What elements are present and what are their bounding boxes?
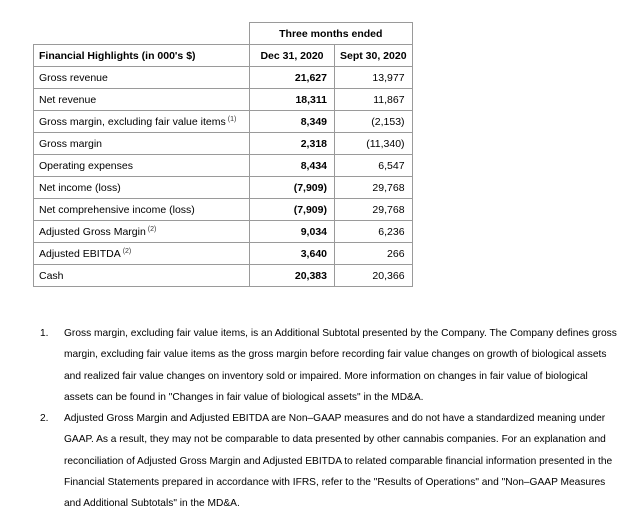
footnote-item: [40, 323, 620, 408]
table-row: [34, 133, 413, 155]
table-row: [34, 67, 413, 89]
footnote-text: Gross margin, excluding fair value items, is an Additional Subtotal presented by the Company. The Company defines gross margin, excluding fair value items as the gross margin before recording fair value changes on growth of biological assets and realized fair value changes on inventory sold or impaired. More information on changes in fair value of biological assets can be found in "Changes in fair value of biological assets" in the MD&A.: [64, 328, 617, 403]
dec-2020-value: 20,383: [250, 265, 335, 287]
sept-2020-value: 29,768: [335, 199, 413, 221]
period-header: Three months ended: [250, 23, 413, 45]
row-label: Gross margin, excluding fair value items: [39, 115, 226, 128]
dec-2020-value: 8,349: [250, 111, 335, 133]
dec-2020-value: 21,627: [250, 67, 335, 89]
row-label-cell: [34, 199, 250, 221]
sept-2020-value: 266: [335, 243, 413, 265]
table-row: [34, 111, 413, 133]
table-row: [34, 199, 413, 221]
footnote-marker: (2): [147, 225, 157, 233]
sept-2020-value: (11,340): [335, 133, 413, 155]
footnote-item: [40, 408, 620, 514]
row-label: Net comprehensive income (loss): [39, 203, 195, 216]
dec-2020-value: (7,909): [250, 199, 335, 221]
row-label: Adjusted EBITDA: [39, 247, 121, 260]
footnote-number: 1.: [40, 328, 49, 339]
sept-2020-value: (2,153): [335, 111, 413, 133]
footnote-number: 2.: [40, 413, 49, 425]
column-header-row: [34, 45, 413, 67]
table-row: [34, 221, 413, 243]
sept-2020-value: 20,366: [335, 265, 413, 287]
dec-2020-value: 3,640: [250, 243, 335, 265]
sept-2020-value: 13,977: [335, 67, 413, 89]
footnotes: [40, 323, 620, 515]
row-label-cell: [34, 89, 250, 111]
dec-2020-value: (7,909): [250, 177, 335, 199]
table-row: [34, 265, 413, 287]
row-label: Net income (loss): [39, 181, 121, 194]
dec-2020-value: 2,318: [250, 133, 335, 155]
table-row: [34, 155, 413, 177]
row-label-cell: [34, 221, 250, 243]
dec-2020-value: 18,311: [250, 89, 335, 111]
row-label: Gross revenue: [39, 71, 108, 84]
label-header: Financial Highlights (in 000's $): [34, 45, 250, 67]
row-label: Gross margin: [39, 137, 103, 150]
sept-2020-value: 29,768: [335, 177, 413, 199]
table-row: [34, 177, 413, 199]
blank-corner-cell: [34, 23, 250, 45]
row-label-cell: [34, 265, 250, 287]
period-header-row: [34, 23, 413, 45]
footnote-marker: (2): [122, 247, 132, 255]
row-label: Operating expenses: [39, 159, 133, 172]
row-label: Adjusted Gross Margin: [39, 225, 146, 238]
footnote-marker: (1): [227, 115, 237, 123]
col1-header: Dec 31, 2020: [250, 45, 335, 67]
sept-2020-value: 11,867: [335, 89, 413, 111]
row-label-cell: [34, 155, 250, 177]
dec-2020-value: 9,034: [250, 221, 335, 243]
financial-highlights-table: [33, 22, 413, 287]
row-label-cell: [34, 243, 250, 265]
row-label-cell: [34, 67, 250, 89]
dec-2020-value: 8,434: [250, 155, 335, 177]
row-label: Net revenue: [39, 93, 97, 106]
row-label-cell: [34, 111, 250, 133]
sept-2020-value: 6,236: [335, 221, 413, 243]
row-label-cell: [34, 133, 250, 155]
table-row: [34, 243, 413, 265]
row-label-cell: [34, 177, 250, 199]
table-body: [34, 67, 413, 287]
sept-2020-value: 6,547: [335, 155, 413, 177]
row-label: Cash: [39, 269, 64, 282]
table-row: [34, 89, 413, 111]
footnote-text: Adjusted Gross Margin and Adjusted EBITDA are Non–GAAP measures and do not have a standardized meaning under GAAP. As a result, they may not be comparable to data presented by other cannabis companies. For an explanation and reconciliation of Adjusted Gross Margin and Adjusted EBITDA to related comparable financial information presented in the Financial Statements prepared in accordance with IFRS, refer to the "Results of Operations" and "Non–GAAP Measures and Additional Subtotals" in the MD&A.: [64, 413, 613, 510]
col2-header: Sept 30, 2020: [335, 45, 413, 67]
